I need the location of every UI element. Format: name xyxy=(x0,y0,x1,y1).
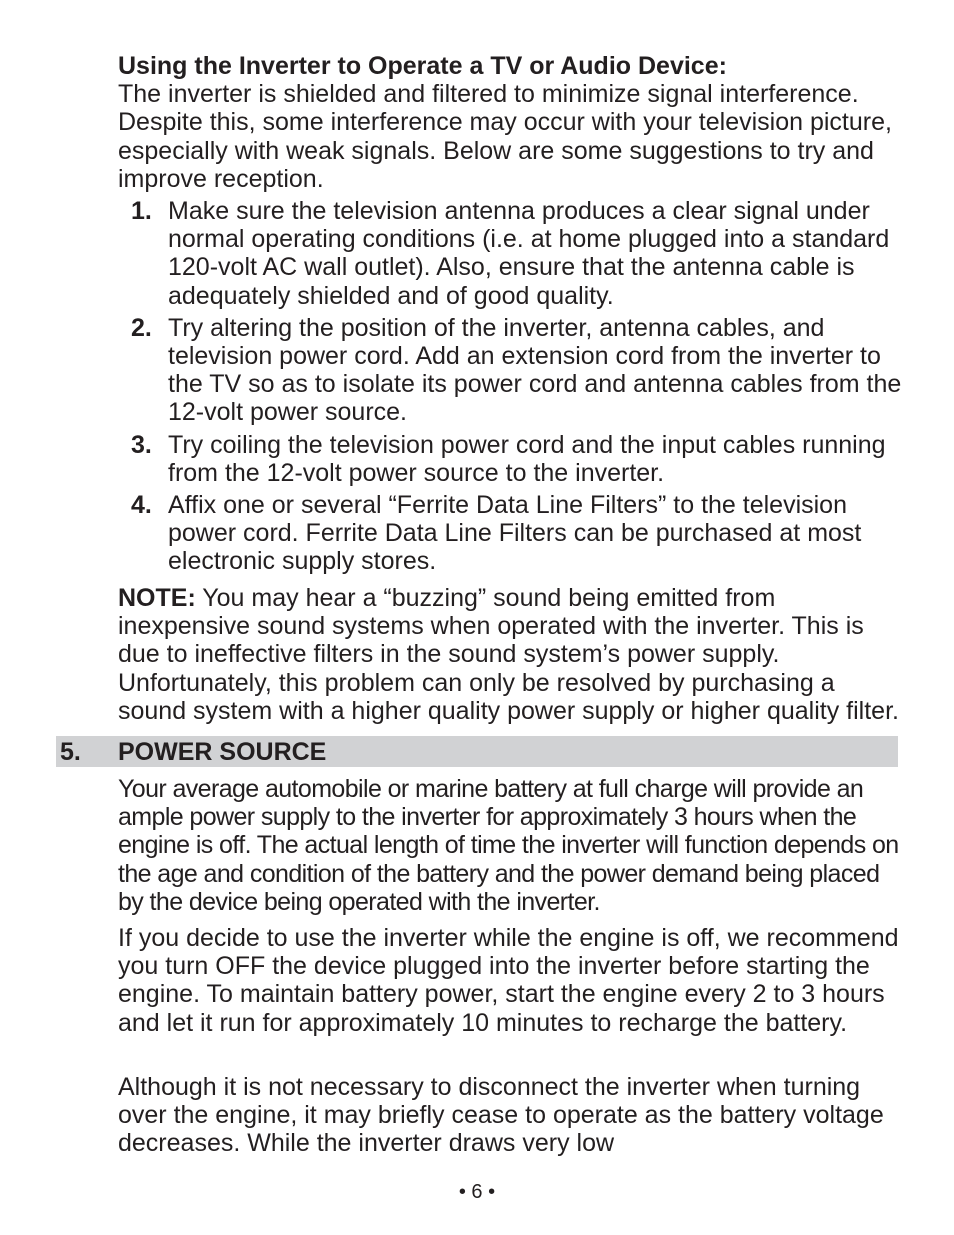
power-source-paragraph-2: If you decide to use the inverter while the engine is off, we recommend you turn OFF the device plugged into the inverter before starting the engine. To maintain battery power, start the engine every 2 to 3 hours and let it run for approximately 10 minutes to recharge the battery. xyxy=(118,924,899,1037)
intro-paragraph: The inverter is shielded and filtered to minimize signal interference. Despite this, some interference may occur with your television picture, especially with weak signals. Below are some suggestions to try and improve reception. xyxy=(118,80,892,193)
step-number: 4. xyxy=(131,491,152,520)
power-source-paragraph-1: Your average automobile or marine battery at full charge will provide an ample power supply to the inverter for approximately 3 hours when the engine is off. The actual length of time the inverter will function depends on the age and condition of the battery and the power demand being placed by the device being operated with the inverter. xyxy=(118,775,899,916)
intro-block xyxy=(118,52,908,193)
list-item xyxy=(118,197,908,310)
section-title: POWER SOURCE xyxy=(118,738,327,766)
note-text: You may hear a “buzzing” sound being emitted from inexpensive sound systems when operated with the inverter. This is due to ineffective filters in the sound system’s power supply. Unfortunately, this problem can only be resolved by purchasing a sound system with a higher quality power supply or higher quality filter. xyxy=(118,584,899,725)
step-number: 1. xyxy=(131,197,152,225)
intro-heading: Using the Inverter to Operate a TV or Audio Device: xyxy=(118,52,727,80)
step-number: 3. xyxy=(131,430,152,459)
note-label: NOTE: xyxy=(118,584,196,612)
step-number: 2. xyxy=(131,313,152,342)
section-header-bar xyxy=(56,736,898,767)
section-number: 5. xyxy=(60,738,81,766)
step-text: Affix one or several “Ferrite Data Line Filters” to the television power cord. Ferrite Data Line Filters can be purchased at most electronic supply stores. xyxy=(168,491,862,576)
step-text: Make sure the television antenna produces a clear signal under normal operating conditions (i.e. at home plugged into a standard 120-volt AC wall outlet). Also, ensure that the antenna cable is adequately shielded and of good quality. xyxy=(168,197,890,310)
list-item xyxy=(118,491,908,576)
reception-steps-list xyxy=(118,197,908,580)
note-block xyxy=(118,584,908,725)
step-text: Try coiling the television power cord and the input cables running from the 12-volt power source to the inverter. xyxy=(168,430,886,487)
step-text: Try altering the position of the inverter, antenna cables, and television power cord. Add an extension cord from the inverter to the TV so as to isolate its power cord and antenna cables from the 12-volt power source. xyxy=(168,313,902,427)
page-number: • 6 • xyxy=(458,1181,496,1203)
list-item xyxy=(118,431,908,487)
list-item xyxy=(118,314,908,427)
power-source-paragraph-3: Although it is not necessary to disconnect the inverter when turning over the engine, it may briefly cease to operate as the battery voltage decreases. While the inverter draws very low xyxy=(118,1073,884,1158)
